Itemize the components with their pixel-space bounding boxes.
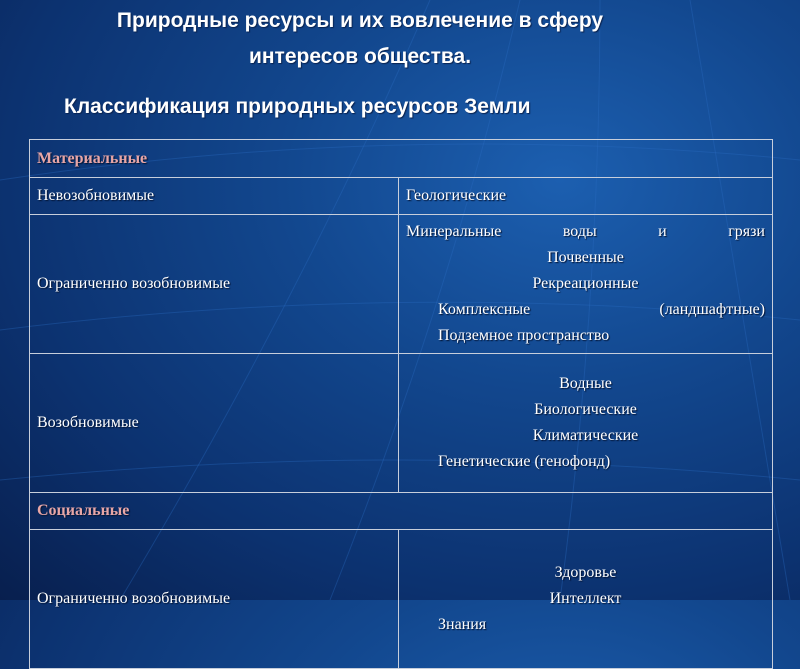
types-line: Рекреационные <box>532 275 639 292</box>
types-word: воды <box>562 223 597 240</box>
slide-subtitle: Классификация природных ресурсов Земли <box>64 95 531 118</box>
material-section-label: Материальные <box>30 140 773 178</box>
types-line <box>406 297 765 323</box>
types-line: Интеллект <box>549 590 622 607</box>
row-types <box>399 354 773 493</box>
row-category: Возобновимые <box>30 354 399 493</box>
social-section-label: Социальные <box>30 493 773 530</box>
types-line: Здоровье <box>554 564 617 581</box>
types-word: (ландшафтные) <box>659 301 765 318</box>
types-word: грязи <box>728 223 765 240</box>
slide-title-line1: Природные ресурсы и их вовлечение в сферу <box>116 9 604 32</box>
types-line: Подземное пространство <box>438 327 610 344</box>
row-types <box>399 215 773 354</box>
types-line: Почвенные <box>547 249 624 266</box>
types-line <box>406 219 765 245</box>
slide-title-line2: интересов общества. <box>248 45 472 68</box>
types-word: Минеральные <box>406 223 502 240</box>
table-row <box>30 530 773 669</box>
resource-classification-table <box>29 139 773 669</box>
types-line: Климатические <box>532 427 639 444</box>
types-line: Знания <box>438 616 487 633</box>
row-types: Геологические <box>399 178 773 215</box>
row-category: Невозобновимые <box>30 178 399 215</box>
types-line: Биологические <box>534 401 637 418</box>
types-word: и <box>658 223 667 240</box>
table-row <box>30 215 773 354</box>
table-row <box>30 354 773 493</box>
types-line: Генетические (генофонд) <box>438 453 611 470</box>
types-line: Водные <box>559 375 612 392</box>
row-types <box>399 530 773 669</box>
row-category: Ограниченно возобновимые <box>30 215 399 354</box>
types-word: Комплексные <box>438 301 531 318</box>
table-row <box>30 178 773 215</box>
table-row-social-header <box>30 493 773 530</box>
table-row-material-header <box>30 140 773 178</box>
row-category: Ограниченно возобновимые <box>30 530 399 669</box>
